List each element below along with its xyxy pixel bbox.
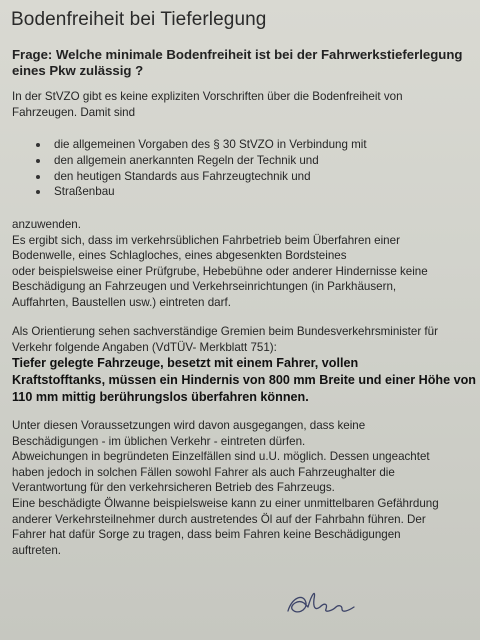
text-line: Fahrer hat dafür Sorge zu tragen, dass beim Fahren keine Beschädigungen [12,528,401,542]
text-line: oder beispielsweise einer Prüfgrube, Hebebühne oder anderer Hindernisse keine [12,264,428,278]
text-line: Kraftstofftanks, müssen ein Hindernis von 800 mm Breite und einer Höhe von [12,372,476,387]
paragraph-orientation [12,324,474,355]
text-line: Bodenwelle, eines Schlagloches, eines abgesenkten Bordsteines [12,249,347,263]
text-line: Verantwortung für den verkehrsicheren Betrieb des Fahrzeugs. [12,481,335,495]
bullet-item: Straßenbau [36,184,367,200]
text-line: Auffahrten, Baustellen usw.) eintreten darf. [12,295,231,309]
text-line: haben jedoch in solchen Fällen sowohl Fahrer als auch Fahrzeughalter die [12,465,395,479]
text-line: Es ergibt sich, dass im verkehrsüblichen Fahrbetrieb beim Überfahren einer [12,233,400,247]
question-line: Frage: Welche minimale Bodenfreiheit ist bei der Fahrwerkstieferlegung [12,47,463,62]
text-line: Als Orientierung sehen sachverständige Gremien beim Bundesverkehrsminister für [12,325,438,338]
text-line: Tiefer gelegte Fahrzeuge, besetzt mit einem Fahrer, vollen [12,356,359,370]
bullet-list [36,137,367,200]
text-line: auftreten. [12,543,61,557]
question-heading [12,47,472,79]
text-line: Abweichungen in begründeten Einzelfällen sind u.U. möglich. Dessen ungeachtet [12,450,430,464]
document-title: Bodenfreiheit bei Tieferlegung [11,9,267,30]
text-line: Verkehr folgende Angaben (VdTÜV- Merkblatt 751): [12,340,277,354]
bullet-icon [36,190,40,194]
handwritten-signature [282,585,362,621]
bullet-item: die allgemeinen Vorgaben des § 30 StVZO in Verbindung mit [36,137,367,153]
bullet-icon [36,143,40,147]
intro-paragraph [12,89,474,120]
bullet-icon [36,159,40,163]
paragraph-requirements [12,217,474,311]
bullet-item: den allgemein anerkannten Regeln der Technik und [36,153,367,169]
text-line: Beschädigung an Fahrzeugen und Verkehrseinrichtungen (in Parkhäusern, [12,280,397,294]
paragraph-conclusion [12,418,474,558]
text-line: Fahrzeugen. Damit sind [12,105,136,119]
bold-statement [12,355,474,405]
text-line: anzuwenden. [12,218,81,231]
text-line: Unter diesen Voraussetzungen wird davon ausgegangen, dass keine [12,419,366,432]
text-line: anderer Verkehrsteilnehmer durch austretendes Öl auf der Fahrbahn führen. Der [12,512,426,526]
question-line: eines Pkw zulässig ? [12,63,144,78]
bullet-icon [36,175,40,179]
text-line: In der StVZO gibt es keine expliziten Vorschriften über die Bodenfreiheit von [12,90,403,103]
text-line: 110 mm mittig berührungslos überfahren können. [12,389,309,404]
bullet-item: den heutigen Standards aus Fahrzeugtechnik und [36,169,367,185]
text-line: Eine beschädigte Ölwanne beispielsweise kann zu einer unmittelbaren Gefährdung [12,496,439,510]
text-line: Beschädigungen - im üblichen Verkehr - eintreten dürfen. [12,434,306,448]
